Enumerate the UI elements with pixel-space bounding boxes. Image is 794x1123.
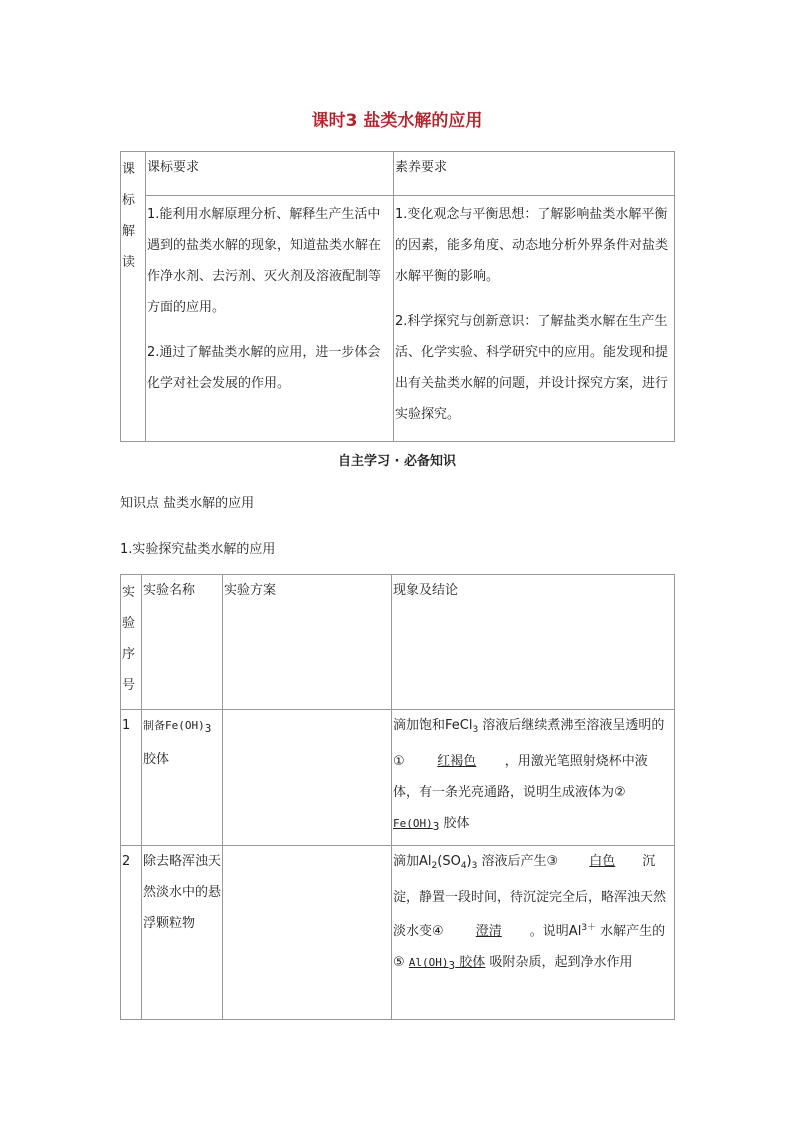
row2-sub-2: 4 [460,861,467,871]
col1-header: 课标要求 [146,152,394,196]
row1-text-c: ，用激光笔照射烧杯中液体，有一条光亮通路，说明生成液体为② [393,754,648,800]
row1-text-a: 滴加饱和FeCl [393,718,473,733]
answer-blank-5-b: 胶体 [455,955,486,970]
row2-text-b: 溶液后产生③ [477,854,559,869]
col1-para-1: 1.能利用水解原理分析、解释生产生活中遇到的盐类水解的现象，知道盐类水解在作净水剂、去污剂、灭火剂及溶液配制等方面的应用。 [147,207,382,315]
answer-blank-4: 澄清 [475,924,502,939]
header-seq-char: 验 [122,616,136,631]
side-label-cell [121,152,146,442]
row1-text-b: 溶液后继续煮沸至溶液呈透明的① [393,718,665,769]
col1-para-2: 2.通过了解盐类水解的应用，进一步体会化学对社会发展的作用。 [147,345,381,391]
row1-name-sub: 3 [204,722,212,735]
page-title: 课时3 盐类水解的应用 [311,111,483,131]
row2-result [392,846,675,1020]
row1-name-a: 制备Fe(OH) [143,719,205,732]
col2-para-2: 2.科学探究与创新意识：了解盐类水解在生产生活、化学实验、科学研究中的应用。能发现和提出有关盐类水解的问题，并设计探究方案，进行实验探究。 [395,314,669,422]
row2-text-e: 水解产生的⑤ [393,924,666,970]
col2-body [394,196,675,442]
row2-text-a: 滴加Al [393,854,432,869]
side-char: 解 [122,224,136,239]
side-char: 标 [122,193,136,208]
row2-text-a-mid: (SO [437,854,461,869]
experiment-table [120,574,675,1020]
answer-blank-2-sub: 3 [432,820,440,833]
row2-text-f: 吸附杂质，起到净水作用 [485,955,633,970]
row1-seq: 1 [121,710,142,846]
header-result: 现象及结论 [392,575,675,710]
col2-header: 素养要求 [394,152,675,196]
row2-plan [223,846,392,1020]
row1-plan [223,710,392,846]
row2-sub-3: 3 [471,861,478,871]
row2-text-d: 。说明Al [529,924,582,939]
row1-text-d: 胶体 [439,816,470,831]
row2-name: 除去略浑浊天然淡水中的悬浮颗粒物 [142,846,223,1020]
curriculum-table [120,151,675,442]
row2-sup: 3＋ [581,923,597,933]
row1-text-a-sub: 3 [472,725,479,735]
section-heading: 自主学习 · 必备知识 [338,454,456,469]
row1-name-b: 胶体 [143,752,170,767]
answer-blank-3: 白色 [589,854,616,869]
col2-para-1: 1.变化观念与平衡思想：了解影响盐类水解平衡的因素，能多角度、动态地分析外界条件对盐类水解平衡的影响。 [395,207,669,284]
header-plan: 实验方案 [223,575,392,710]
header-seq-char: 实 [122,585,136,600]
answer-blank-5: Al(OH) [408,956,449,969]
col1-body [146,196,394,442]
row2-sub-1: 2 [431,861,438,871]
header-name: 实验名称 [142,575,223,710]
header-seq-char: 序 [122,647,136,662]
row1-name [142,710,223,846]
row2-text-a-end: ) [466,854,472,869]
side-char: 读 [122,255,136,270]
answer-blank-1: 红褐色 [437,754,477,769]
answer-blank-5-sub: 3 [448,959,456,972]
row2-seq: 2 [121,846,142,1020]
knowledge-point: 知识点 盐类水解的应用 [120,496,255,511]
header-seq-char: 号 [122,678,136,693]
header-seq [121,575,142,710]
row1-result [392,710,675,846]
side-char: 课 [122,162,136,177]
subheading: 1.实验探究盐类水解的应用 [120,542,276,557]
answer-blank-2: Fe(OH) [393,817,433,830]
row2-text-c: 沉淀，静置一段时间，待沉淀完全后，略浑浊天然淡水变④ [393,854,667,939]
